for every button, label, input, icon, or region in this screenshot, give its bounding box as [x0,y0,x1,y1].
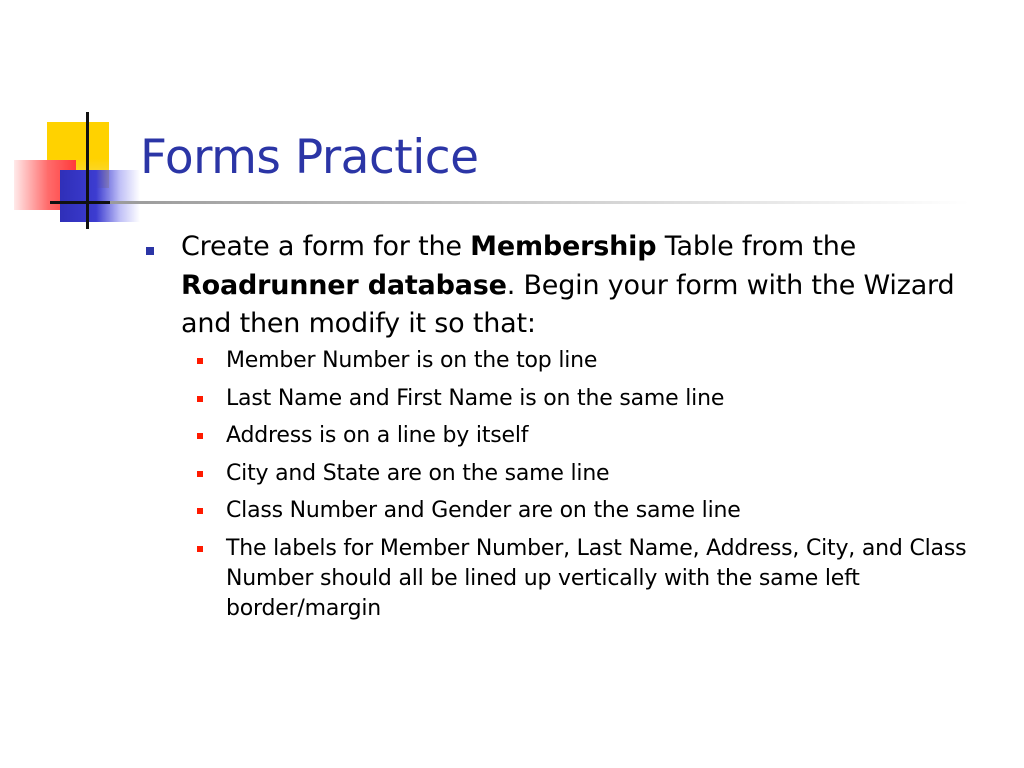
main-bullet [140,228,970,344]
sub-bullet-item [194,534,984,624]
sub-bullet-marker-icon [197,433,203,439]
title-underline [110,201,970,204]
sub-bullet-text: Last Name and First Name is on the same line [226,385,725,411]
text-segment: Create a form for the [181,231,471,262]
sub-bullet-text: Class Number and Gender are on the same line [226,498,741,523]
bold-text-segment: Roadrunner database [181,269,507,301]
main-bullet-text [181,228,971,344]
sub-bullet-item [194,459,984,489]
slide-title: Forms Practice [140,130,479,185]
sub-bullet-marker-icon [197,471,203,477]
text-segment: Table from the [656,231,857,262]
sub-bullet-item [194,384,984,414]
sub-bullet-text: Member Number is on the top line [226,348,598,373]
sub-bullet-marker-icon [197,358,203,364]
sub-bullet-list [194,346,984,631]
sub-bullet-text: The labels for Member Number, Last Name, Address, City, and Class Number should all be lined up vertically with the same left border/margin [226,535,967,621]
sub-bullet-marker-icon [197,396,203,402]
sub-bullet-marker-icon [197,508,203,514]
text-segment: . Begin your form with the Wizard and then modify it so that: [181,269,955,339]
main-bullet-marker-icon [146,247,154,255]
sub-bullet-text: City and State are on the same line [226,460,610,486]
sub-bullet-text: Address is on a line by itself [226,423,529,448]
decor-vertical-line [86,112,89,229]
bold-text-segment: Membership [470,231,657,262]
sub-bullet-item [194,421,984,451]
decor-blue-block [60,170,140,222]
decor-horizontal-line [50,201,112,204]
sub-bullet-item [194,496,984,526]
sub-bullet-item [194,346,984,376]
sub-bullet-marker-icon [197,546,203,552]
